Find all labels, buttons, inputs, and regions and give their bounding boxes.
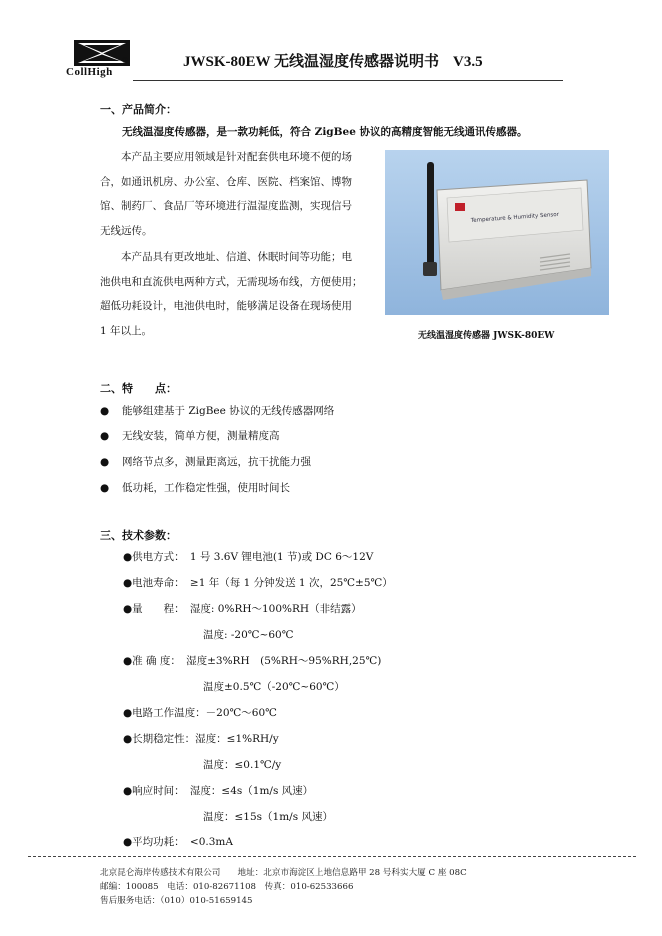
bullet-icon: ●: [100, 405, 110, 417]
product-photo: [385, 150, 609, 315]
intro-lead: 无线温湿度传感器，是一款功耗低，符合 ZigBee 协议的高精度智能无线通讯传感器。: [122, 126, 528, 138]
bullet-icon: ●: [100, 482, 110, 494]
para-line: 无线远传。: [100, 224, 153, 237]
brand-name: CollHigh: [66, 66, 113, 78]
para-line: 本产品主要应用领域是针对配套供电环境不便的场: [121, 151, 352, 163]
list-item: ● 低功耗，工作稳定性强，使用时间长: [100, 482, 290, 494]
list-item: ● 能够组建基于 ZigBee 协议的无线传感器网络: [100, 405, 335, 417]
page-title: [183, 50, 483, 71]
spec-response: ●响应时间： 湿度：≤4s（1m/s 风速）: [123, 785, 314, 797]
para-line: 合，如通讯机房、办公室、仓库、医院、档案馆、博物: [100, 175, 352, 188]
bullet-icon: ●: [100, 430, 110, 442]
bullet-icon: ●: [100, 456, 110, 468]
section-heading-intro: 一、产品简介：: [100, 103, 177, 116]
spec-range: ●量 程： 湿度: 0%RH～100%RH（非结露）: [123, 603, 362, 615]
para-line: 本产品具有更改地址、信道、休眠时间等功能；电: [121, 251, 352, 263]
version-text: V3.5: [453, 54, 483, 70]
header-divider: [133, 80, 563, 81]
footer-divider: [28, 856, 636, 857]
section-heading-specs: 三、技术参数：: [100, 529, 177, 542]
spec-accuracy: ●准 确 度： 湿度±3%RH (5%RH～95%RH,25℃): [123, 655, 382, 667]
spec-response-temp: 温度：≤15s（1m/s 风速）: [203, 811, 333, 823]
spec-power: ●供电方式： 1 号 3.6V 锂电池(1 节)或 DC 6～12V: [123, 551, 374, 563]
list-item: ● 无线安装，简单方便，测量精度高: [100, 430, 280, 442]
spec-battery-life: ●电池寿命： ≥1 年（每 1 分钟发送 1 次，25℃±5℃）: [123, 577, 393, 589]
para-line: 池供电和直流供电两种方式，无需现场布线，方便使用；: [100, 275, 363, 288]
photo-caption: 无线温湿度传感器 JWSK-80EW: [418, 331, 555, 341]
spec-range-temp: 温度: -20℃~60℃: [203, 629, 294, 641]
list-item: ● 网络节点多，测量距离远，抗干扰能力强: [100, 456, 311, 468]
spec-stability-temp: 温度：≤0.1℃/y: [203, 759, 282, 771]
intro-paragraph-2: [100, 245, 372, 343]
title-text: JWSK-80EW 无线温湿度传感器说明书: [183, 54, 439, 70]
spec-avg-power: ●平均功耗： <0.3mA: [123, 836, 233, 848]
section-heading-features: 二、特 点：: [100, 382, 177, 395]
footer-address: 北京昆仑海岸传感技术有限公司 地址：北京市海淀区上地信息路甲 28 号科实大厦 C 座 08C: [100, 868, 467, 878]
spec-stability: ●长期稳定性：湿度：≤1%RH/y: [123, 733, 279, 745]
para-line: 馆、制药厂、食品厂等环境进行温湿度监测，实现信号: [100, 200, 352, 212]
footer-service: 售后服务电话：（010）010-51659145: [100, 896, 253, 906]
intro-paragraph-1: [100, 145, 372, 243]
device-label: Temperature & Humidity Sensor: [470, 211, 560, 224]
spec-circuit-temp: ●电路工作温度：－20℃～60℃: [123, 707, 277, 719]
spec-accuracy-temp: 温度±0.5℃（-20℃~60℃）: [203, 681, 345, 693]
registered-mark: ®: [121, 56, 129, 65]
footer-contact: 邮编：100085 电话：010-82671108 传真：010-62533666: [100, 882, 354, 892]
para-line: 超低功耗设计，电池供电时，能够满足设备在现场使用: [100, 300, 352, 312]
para-line: 1 年以上。: [100, 324, 153, 337]
